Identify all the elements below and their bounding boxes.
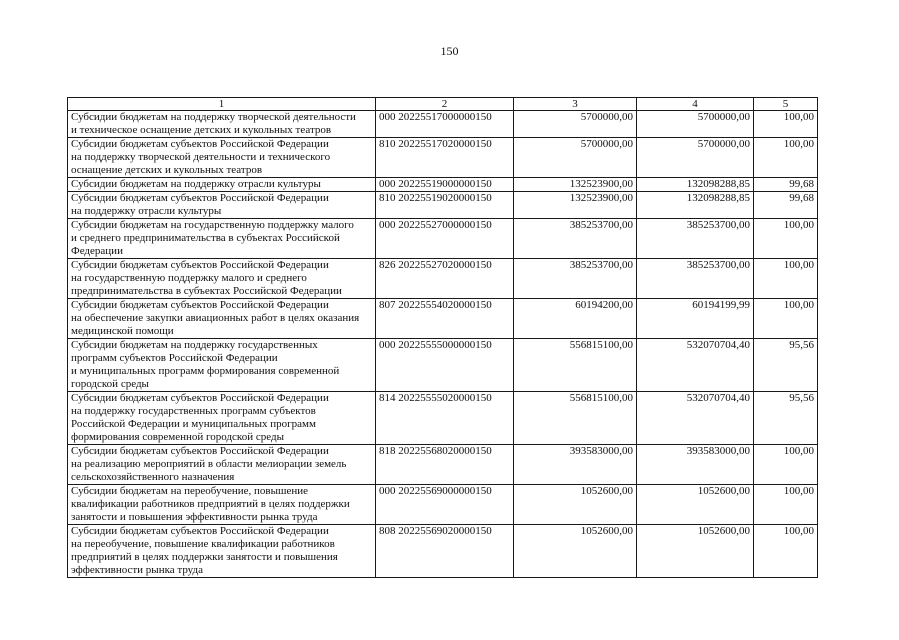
header-cell-3: 3 (514, 98, 637, 111)
row-percent-cell: 100,00 (754, 111, 818, 138)
row-percent-cell: 100,00 (754, 259, 818, 299)
header-cell-2: 2 (376, 98, 514, 111)
header-cell-1: 1 (68, 98, 376, 111)
row-name-line: на поддержку государственных программ субъектов (71, 405, 316, 417)
row-name-cell (68, 392, 376, 445)
row-name-line: на переобучение, повышение квалификации работников (71, 538, 335, 550)
row-name-line: городской среды (71, 378, 149, 390)
row-name-cell (68, 138, 376, 178)
row-name-line: на обеспечение закупки авиационных работ в целях оказания (71, 312, 360, 324)
row-plan-cell: 385253700,00 (514, 219, 637, 259)
row-name-line: Субсидии бюджетам на поддержку государственных (71, 339, 318, 351)
row-name-line: на реализацию мероприятий в области мелиорации земель (71, 458, 347, 470)
row-name-line: Федерации (71, 245, 123, 257)
row-code-cell: 000 20225555000000150 (376, 339, 514, 392)
row-plan-cell: 1052600,00 (514, 485, 637, 525)
row-name-line: эффективности рынка труда (71, 564, 203, 576)
row-name-line: формирования современной городской среды (71, 431, 284, 443)
budget-table (67, 97, 818, 578)
row-name-line: медицинской помощи (71, 325, 174, 337)
row-code-cell: 826 20225527020000150 (376, 259, 514, 299)
row-plan-cell: 556815100,00 (514, 392, 637, 445)
row-plan-cell: 393583000,00 (514, 445, 637, 485)
row-name-line: Субсидии бюджетам субъектов Российской Федерации (71, 138, 329, 150)
row-code-cell: 000 20225517000000150 (376, 111, 514, 138)
row-code-cell: 818 20225568020000150 (376, 445, 514, 485)
row-plan-cell: 556815100,00 (514, 339, 637, 392)
row-name-cell (68, 192, 376, 219)
row-name-line: Российской Федерации и муниципальных программ (71, 418, 316, 430)
row-plan-cell: 5700000,00 (514, 111, 637, 138)
row-percent-cell: 100,00 (754, 299, 818, 339)
row-name-line: Субсидии бюджетам на переобучение, повышение (71, 485, 309, 497)
row-fact-cell: 132098288,85 (637, 178, 754, 192)
row-name-line: предприятий в целях поддержки занятости и повышения (71, 551, 338, 563)
row-code-cell: 000 20225527000000150 (376, 219, 514, 259)
row-plan-cell: 1052600,00 (514, 525, 637, 578)
table-row (68, 192, 818, 219)
row-name-cell (68, 339, 376, 392)
row-percent-cell: 99,68 (754, 192, 818, 219)
row-percent-cell: 100,00 (754, 138, 818, 178)
row-percent-cell: 99,68 (754, 178, 818, 192)
row-percent-cell: 100,00 (754, 219, 818, 259)
row-fact-cell: 385253700,00 (637, 259, 754, 299)
table-row (68, 525, 818, 578)
row-plan-cell: 385253700,00 (514, 259, 637, 299)
row-fact-cell: 132098288,85 (637, 192, 754, 219)
row-plan-cell: 60194200,00 (514, 299, 637, 339)
row-name-line: программ субъектов Российской Федерации (71, 352, 278, 364)
row-name-cell (68, 111, 376, 138)
row-name-line: оснащение детских и кукольных театров (71, 164, 263, 176)
table-row (68, 138, 818, 178)
row-code-cell: 810 20225517020000150 (376, 138, 514, 178)
row-plan-cell: 132523900,00 (514, 178, 637, 192)
table-row (68, 445, 818, 485)
row-name-line: Субсидии бюджетам субъектов Российской Федерации (71, 525, 329, 537)
row-name-line: на государственную поддержку малого и среднего (71, 272, 307, 284)
row-name-line: сельскохозяйственного назначения (71, 471, 235, 483)
row-name-line: квалификации работников предприятий в целях поддержки (71, 498, 350, 510)
row-name-cell (68, 219, 376, 259)
row-code-cell: 000 20225519000000150 (376, 178, 514, 192)
table-row (68, 392, 818, 445)
row-name-cell (68, 178, 376, 192)
row-percent-cell: 100,00 (754, 525, 818, 578)
row-name-line: Субсидии бюджетам на поддержку творческой деятельности (71, 111, 356, 123)
row-code-cell: 807 20225554020000150 (376, 299, 514, 339)
row-code-cell: 810 20225519020000150 (376, 192, 514, 219)
row-name-line: Субсидии бюджетам субъектов Российской Федерации (71, 445, 329, 457)
row-percent-cell: 100,00 (754, 445, 818, 485)
table-body (68, 98, 818, 578)
table-row (68, 485, 818, 525)
page-number: 150 (440, 44, 459, 58)
row-name-line: Субсидии бюджетам субъектов Российской Федерации (71, 299, 329, 311)
row-name-line: Субсидии бюджетам на государственную поддержку малого (71, 219, 354, 231)
row-code-cell: 000 20225569000000150 (376, 485, 514, 525)
row-plan-cell: 132523900,00 (514, 192, 637, 219)
row-fact-cell: 5700000,00 (637, 111, 754, 138)
row-name-line: Субсидии бюджетам на поддержку отрасли культуры (71, 178, 321, 190)
row-name-line: Субсидии бюджетам субъектов Российской Федерации (71, 392, 329, 404)
row-name-cell (68, 259, 376, 299)
row-name-cell (68, 525, 376, 578)
row-name-cell (68, 445, 376, 485)
table-row (68, 299, 818, 339)
row-name-line: и техническое оснащение детских и кукольных театров (71, 124, 332, 136)
row-fact-cell: 1052600,00 (637, 525, 754, 578)
row-fact-cell: 60194199,99 (637, 299, 754, 339)
row-fact-cell: 5700000,00 (637, 138, 754, 178)
table-row (68, 111, 818, 138)
row-code-cell: 814 20225555020000150 (376, 392, 514, 445)
row-percent-cell: 95,56 (754, 339, 818, 392)
row-name-line: Субсидии бюджетам субъектов Российской Федерации (71, 192, 329, 204)
row-fact-cell: 532070704,40 (637, 392, 754, 445)
row-name-line: на поддержку творческой деятельности и технического (71, 151, 331, 163)
row-fact-cell: 532070704,40 (637, 339, 754, 392)
row-name-line: на поддержку отрасли культуры (71, 205, 222, 217)
row-name-line: Субсидии бюджетам субъектов Российской Федерации (71, 259, 329, 271)
table-row (68, 178, 818, 192)
row-code-cell: 808 20225569020000150 (376, 525, 514, 578)
row-fact-cell: 1052600,00 (637, 485, 754, 525)
row-name-line: предпринимательства в субъектах Российской Федерации (71, 285, 342, 297)
header-cell-4: 4 (637, 98, 754, 111)
header-row (68, 98, 818, 111)
row-fact-cell: 385253700,00 (637, 219, 754, 259)
row-plan-cell: 5700000,00 (514, 138, 637, 178)
row-percent-cell: 100,00 (754, 485, 818, 525)
header-cell-5: 5 (754, 98, 818, 111)
row-fact-cell: 393583000,00 (637, 445, 754, 485)
row-name-line: занятости и повышения эффективности рынка труда (71, 511, 318, 523)
table-row (68, 339, 818, 392)
table-row (68, 219, 818, 259)
row-name-line: и муниципальных программ формирования современной (71, 365, 340, 377)
table-row (68, 259, 818, 299)
row-name-cell (68, 299, 376, 339)
row-percent-cell: 95,56 (754, 392, 818, 445)
row-name-line: и среднего предпринимательства в субъектах Российской (71, 232, 340, 244)
row-name-cell (68, 485, 376, 525)
